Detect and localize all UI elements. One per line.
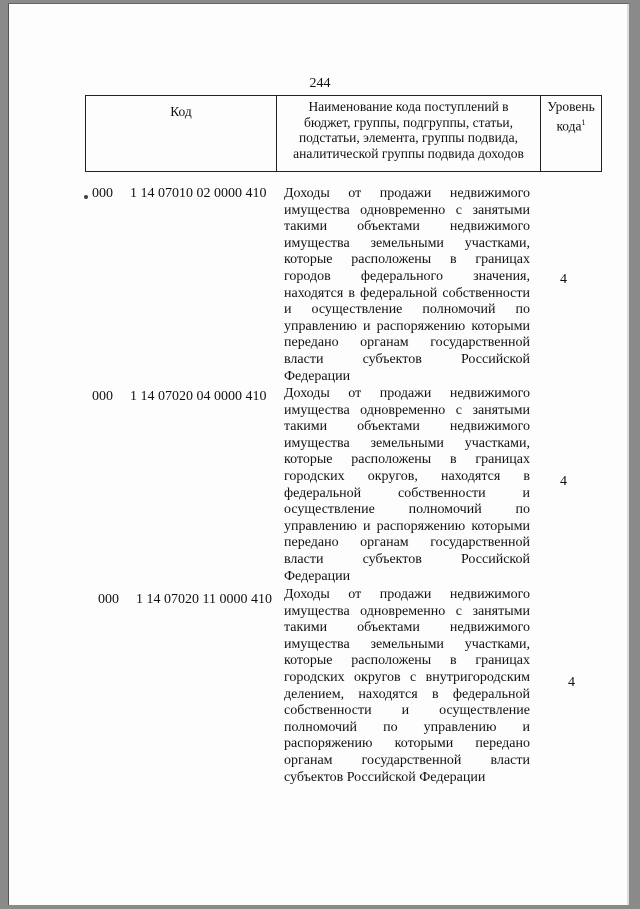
page-number: 244: [309, 76, 331, 91]
admin-code: 000: [98, 592, 119, 607]
description-line: федеральной собственности и: [284, 485, 530, 501]
description-line: Федерации: [284, 568, 351, 584]
description-line: имущества одновременно с занятыми: [284, 402, 530, 418]
description-line: передано органам государственной: [284, 335, 530, 351]
footnote-mark: 1: [581, 117, 586, 127]
description-line: передано органам государственной: [284, 535, 530, 551]
income-code: 1 14 07020 11 0000 410: [136, 592, 272, 607]
description-line: находятся в федеральной собственности: [284, 285, 530, 301]
description-line: полномочий по управлению и: [284, 719, 530, 735]
code-level: 4: [560, 272, 567, 287]
description-line: имущества земельными участками,: [284, 636, 530, 652]
header-level-line: [541, 115, 601, 134]
description-line: которые расположены в границах: [284, 252, 530, 268]
description-line: власти субъектов Российской: [284, 551, 530, 567]
description-line: имущества земельными участками,: [284, 435, 530, 451]
description-line: которые расположены в границах: [284, 653, 530, 669]
header-level-cell: [541, 96, 602, 172]
description-line: имущества одновременно с занятыми: [284, 603, 530, 619]
description-line: такими объектами недвижимого: [284, 419, 530, 435]
header-name-line: Наименование кода поступлений в: [308, 99, 509, 114]
admin-code: 000: [92, 186, 113, 201]
admin-code: 000: [92, 389, 113, 404]
description-line: которые расположены в границах: [284, 452, 530, 468]
code-level: 4: [568, 675, 575, 690]
description-line: Федерации: [284, 368, 351, 384]
header-level-word: кода: [556, 118, 582, 133]
description-line: Доходы от продажи недвижимого: [284, 587, 530, 602]
description-line: такими объектами недвижимого: [284, 219, 530, 235]
description-line: управлению и распоряжению которыми: [284, 518, 530, 534]
table-header: [85, 95, 602, 172]
description-line: Доходы от продажи недвижимого: [284, 186, 530, 201]
income-code: 1 14 07010 02 0000 410: [130, 186, 267, 201]
description-line: имущества земельными участками,: [284, 235, 530, 251]
description-line: городских округов с внутригородским: [284, 669, 530, 685]
income-code: 1 14 07020 04 0000 410: [130, 389, 267, 404]
description-line: осуществление полномочий по: [284, 502, 530, 518]
description-line: городских округов, находятся в: [284, 468, 530, 484]
description-line: управлению и распоряжению которыми: [284, 318, 530, 334]
description-line: делением, находятся в федеральной: [284, 686, 530, 702]
header-name-line: бюджет, группы, подгруппы, статьи,: [304, 114, 513, 130]
header-name-cell: [277, 96, 541, 172]
header-name-line: аналитической группы подвида доходов: [293, 145, 524, 161]
description-line: имущества одновременно с занятыми: [284, 202, 530, 218]
header-code-cell: [86, 96, 277, 172]
description-line: субъектов Российской Федерации: [284, 769, 486, 785]
income-description: [284, 587, 530, 786]
description-line: и осуществление полномочий по: [284, 302, 530, 318]
header-code-label: Код: [170, 104, 192, 119]
description-line: власти субъектов Российской: [284, 351, 530, 367]
description-line: собственности и осуществление: [284, 703, 530, 719]
description-line: распоряжению которыми передано: [284, 736, 530, 752]
income-description: [284, 186, 530, 385]
income-description: [284, 386, 530, 585]
description-line: органам государственной власти: [284, 752, 530, 768]
description-line: Доходы от продажи недвижимого: [284, 386, 530, 401]
scan-mark: [84, 195, 88, 199]
header-name-line: подстатьи, элемента, группы подвида,: [298, 130, 519, 145]
description-line: городов федерального значения,: [284, 268, 530, 284]
header-level-line: Уровень: [547, 99, 595, 114]
description-line: такими объектами недвижимого: [284, 620, 530, 636]
code-level: 4: [560, 474, 567, 489]
